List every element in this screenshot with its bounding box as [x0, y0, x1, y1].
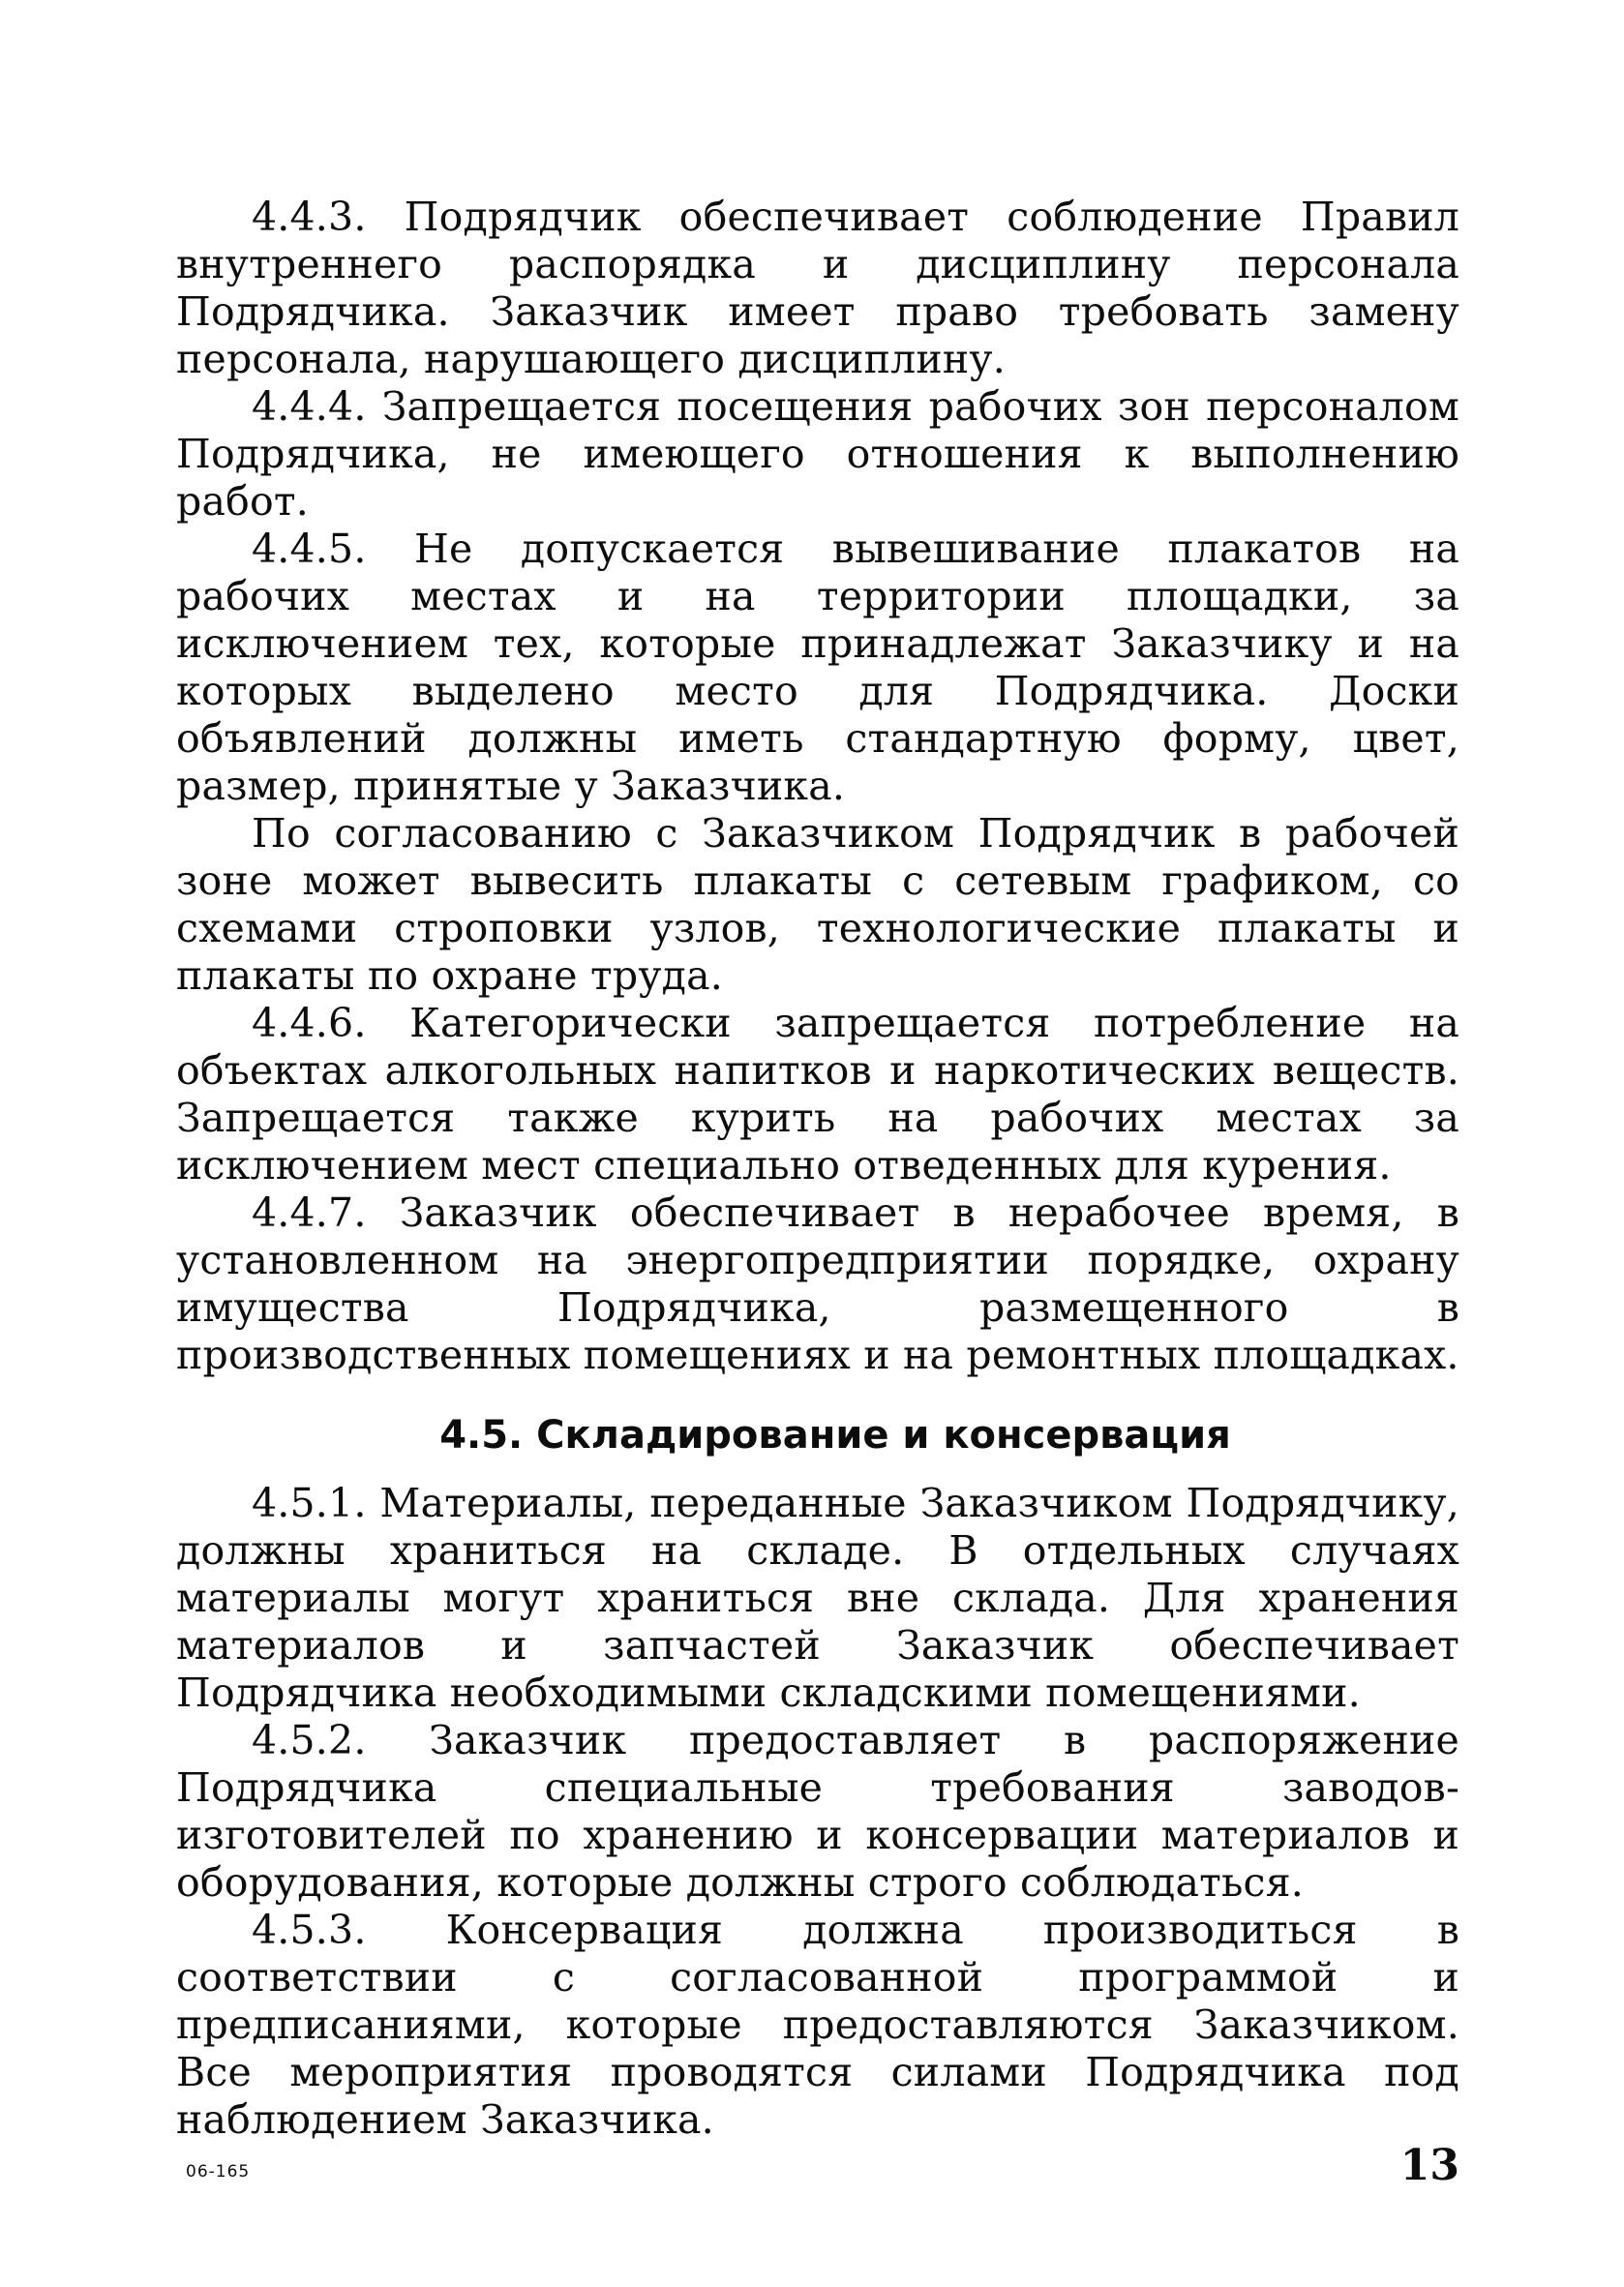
page-number: 13 — [1399, 2141, 1459, 2190]
paragraph-4-4-5: 4.4.5. Не допускается вывешивание плакатов на рабочих местах и на территории площадки, за исключением тех, которые принадлежат Заказчику и на которых выделено место для Подрядчика. Доски объявлений должны иметь стандартную форму, цвет, размер, принятые у Заказчика. — [176, 526, 1459, 809]
paragraph-4-5-2: 4.5.2. Заказчик предоставляет в распоряжение Подрядчика специальные требования заводов-изготовителей по хранению и консервации материалов и оборудования, которые должны строго соблюдаться. — [176, 1717, 1459, 1906]
page-footer — [176, 2141, 1459, 2199]
paragraph-4-4-4: 4.4.4. Запрещается посещения рабочих зон персоналом Подрядчика, не имеющего отношения к выполнению работ. — [176, 383, 1459, 525]
paragraph-4-4-3: 4.4.3. Подрядчик обеспечивает соблюдение Правил внутреннего распорядка и дисциплину персонала Подрядчика. Заказчик имеет право требовать замену персонала, нарушающего дисциплину. — [176, 194, 1459, 382]
section-4-5 — [176, 1412, 1459, 2144]
paragraph-4-4-7: 4.4.7. Заказчик обеспечивает в нерабочее время, в установленном на энергопредприятии порядке, охрану имущества Подрядчика, размещенного в производственных помещениях и на ремонтных площадках. — [176, 1189, 1459, 1378]
paragraph-4-4-6: 4.4.6. Категорически запрещается потребление на объектах алкогольных напитков и наркотических веществ. Запрещается также курить на рабочих местах за исключением мест специально отведенных для курения. — [176, 1000, 1459, 1189]
section-heading: 4.5. Складирование и консервация — [439, 1413, 1231, 1458]
paragraph-4-5-1: 4.5.1. Материалы, переданные Заказчиком Подрядчику, должны храниться на складе. В отдельных случаях материалы могут храниться вне склада. Для хранения материалов и запчастей Заказчик обеспечивает Подрядчика необходимыми складскими помещениями. — [176, 1480, 1459, 1716]
print-code: 06-165 — [186, 2162, 251, 2182]
paragraph-4-5-3: 4.5.3. Консервация должна производиться в соответствии с согласованной программой и предписаниями, которые предоставляются Заказчиком. Все мероприятия проводятся силами Подрядчика под наблюдением Заказчика. — [176, 1907, 1459, 2143]
section-4-4-continued — [176, 194, 1459, 1379]
document-page — [176, 194, 1459, 2144]
paragraph-posters-agreement: По согласованию с Заказчиком Подрядчик в рабочей зоне может вывесить плакаты с сетевым графиком, со схемами строповки узлов, технологические плакаты и плакаты по охране труда. — [176, 810, 1459, 999]
